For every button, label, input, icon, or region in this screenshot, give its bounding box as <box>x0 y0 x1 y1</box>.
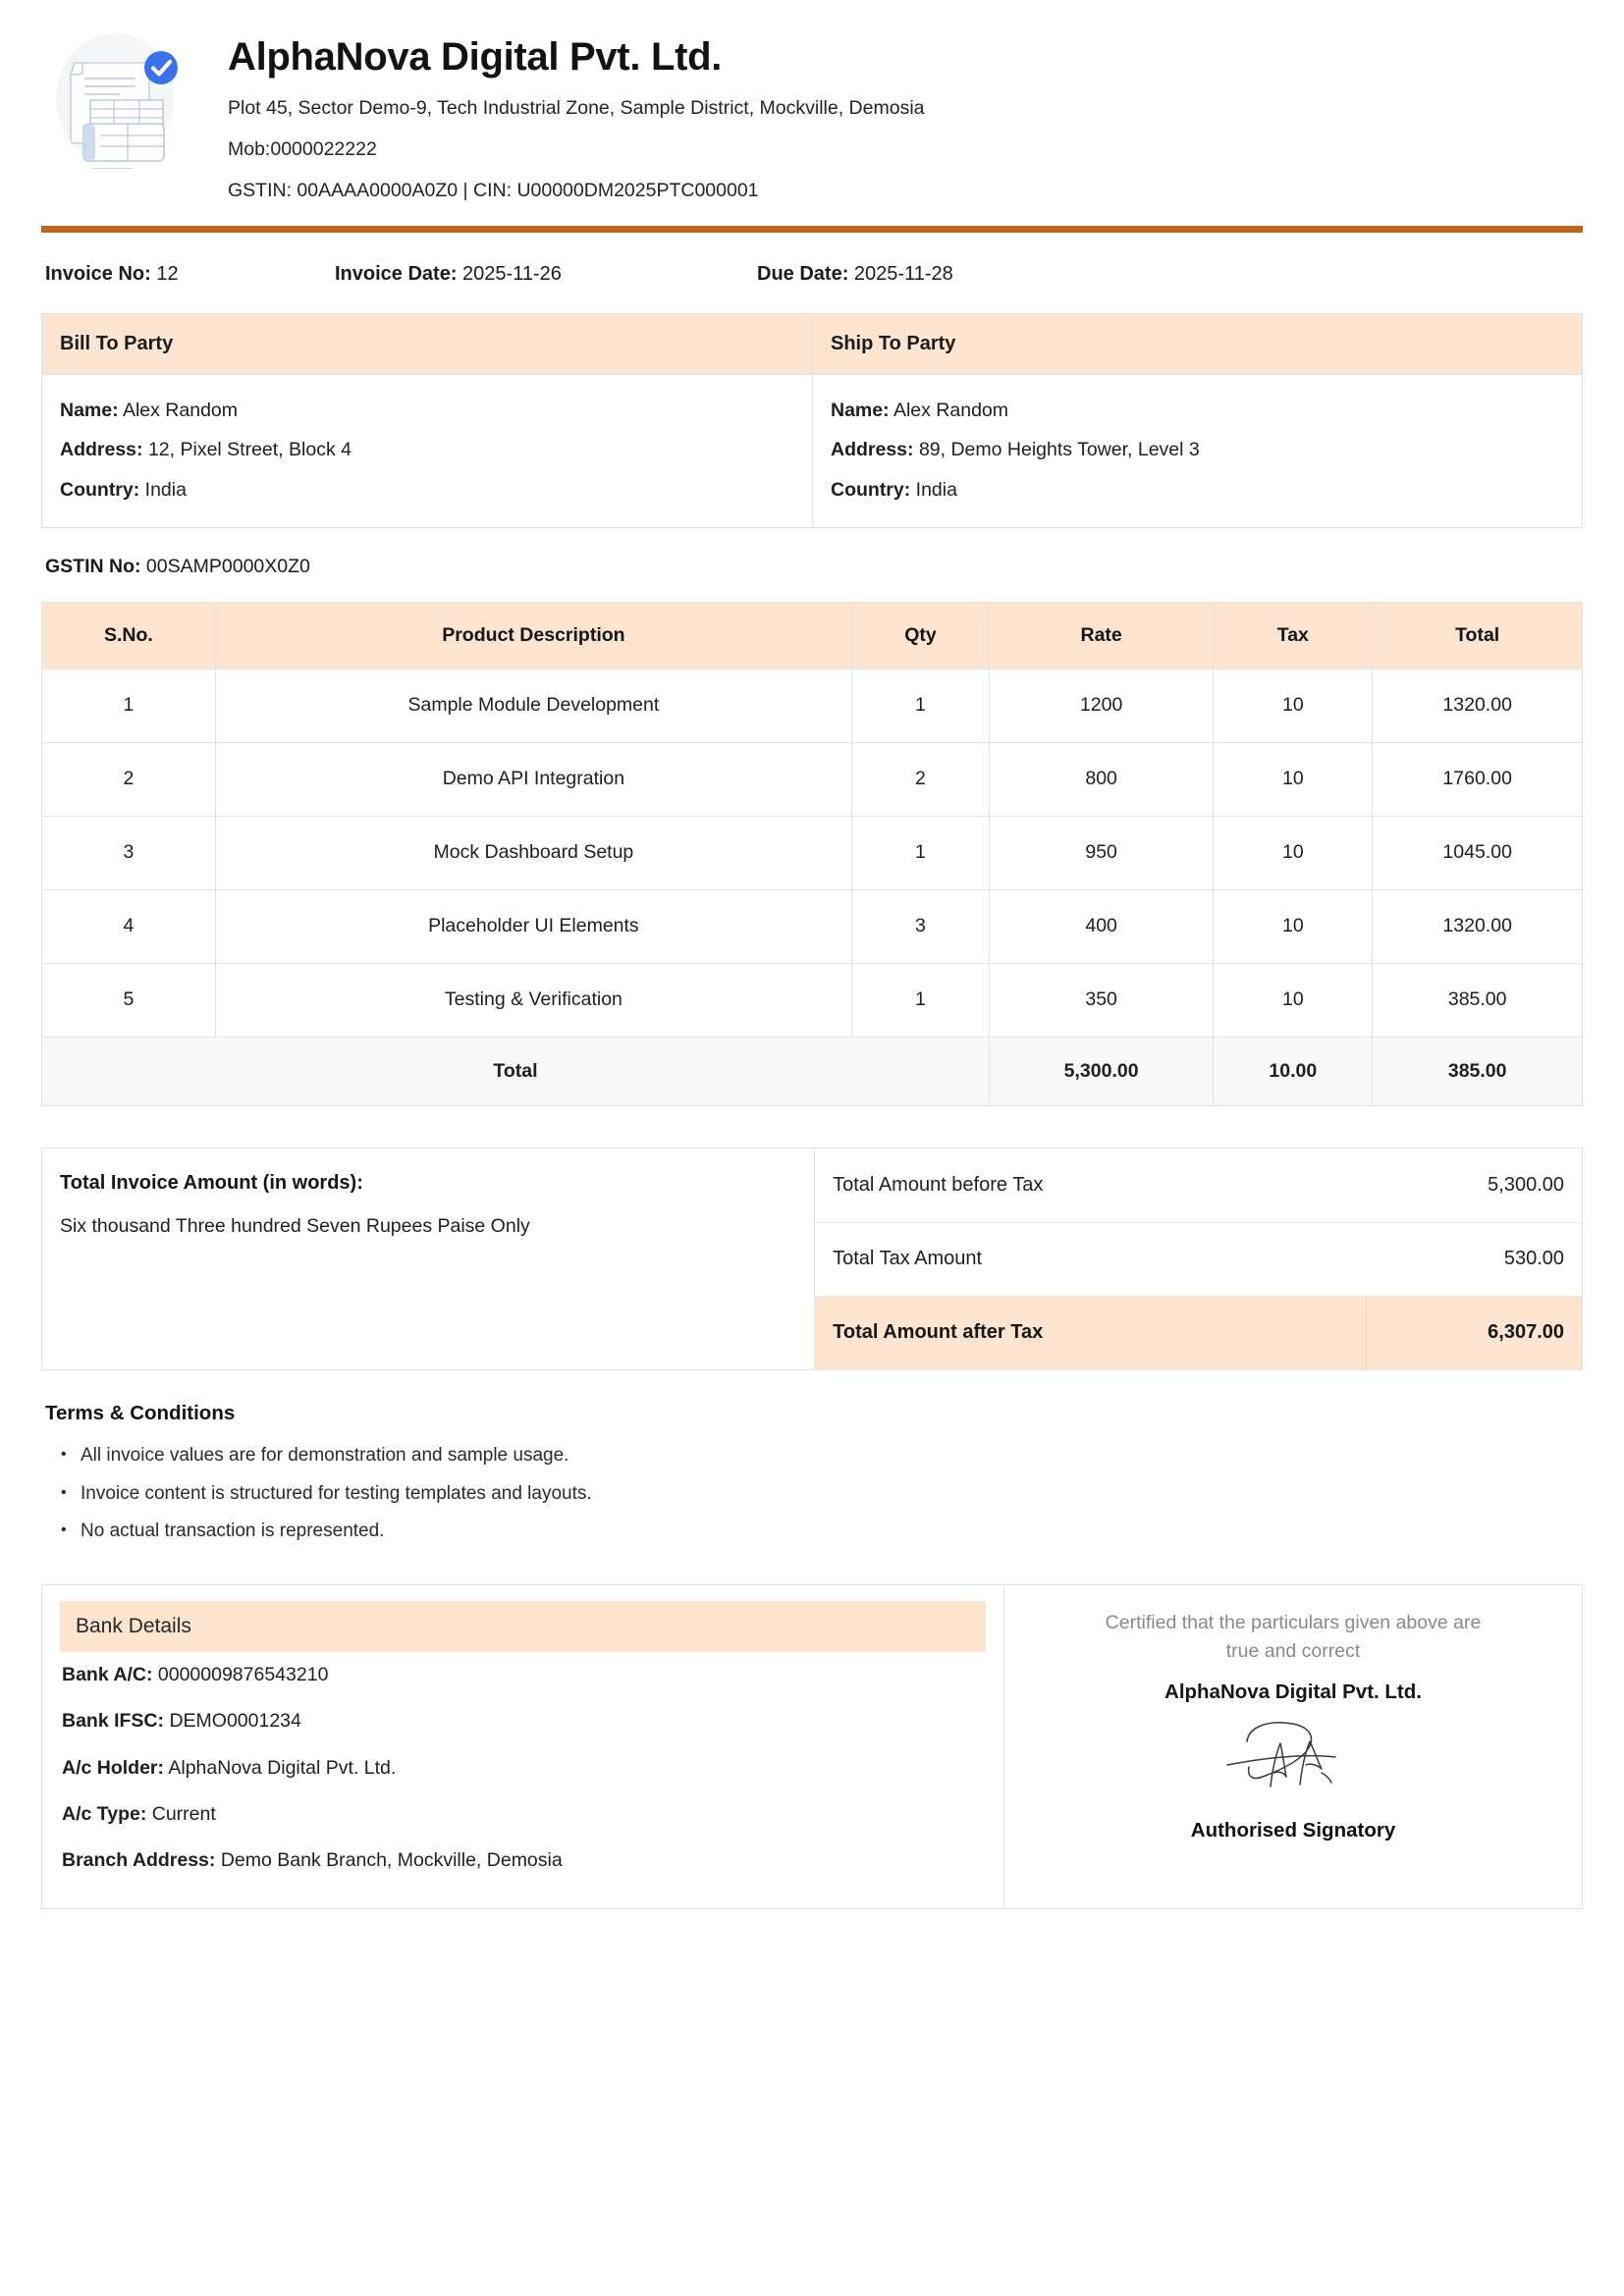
table-row <box>42 668 1583 742</box>
col-header-rate: Rate <box>989 602 1213 668</box>
cell-qty: 1 <box>852 816 990 889</box>
line-items-table <box>41 602 1583 1106</box>
ship-to-country-value: India <box>915 478 957 501</box>
table-row <box>42 742 1583 816</box>
bill-to-address-label: Address: <box>60 439 143 461</box>
company-name: AlphaNova Digital Pvt. Ltd. <box>228 35 723 79</box>
table-total-row <box>42 1037 1583 1105</box>
bank-account-holder-value: AlphaNova Digital Pvt. Ltd. <box>168 1756 397 1779</box>
cell-total: 1320.00 <box>1373 668 1583 742</box>
amount-in-words-box <box>42 1148 815 1369</box>
invoice-document-verified-icon <box>41 22 198 169</box>
col-header-qty: Qty <box>852 602 990 668</box>
gstin-no <box>41 528 1583 602</box>
total-tax-amount-row <box>815 1222 1582 1296</box>
amount-in-words-title: Total Invoice Amount (in words): <box>60 1171 363 1194</box>
total-tax-amount-label: Total Tax Amount <box>833 1248 983 1270</box>
list-item: • No actual transaction is represented. <box>81 1513 1583 1551</box>
table-row <box>42 889 1583 963</box>
cell-desc: Placeholder UI Elements <box>215 889 851 963</box>
signature-section <box>1004 1585 1582 1908</box>
cell-total: 1320.00 <box>1373 889 1583 963</box>
cell-sno: 1 <box>42 668 216 742</box>
bank-branch-address <box>60 1838 986 1884</box>
list-item: • All invoice values are for demonstration and sample usage. <box>81 1437 1583 1475</box>
table-row <box>42 963 1583 1037</box>
total-tax-amount-value: 530.00 <box>1503 1248 1564 1270</box>
ship-to-name <box>831 391 1582 430</box>
cell-tax: 10 <box>1214 668 1373 742</box>
cell-rate: 1200 <box>989 668 1213 742</box>
summary-section <box>41 1148 1583 1370</box>
amount-before-tax-value: 5,300.00 <box>1488 1173 1564 1196</box>
gstin-label: GSTIN No: <box>45 555 141 577</box>
amount-before-tax-label: Total Amount before Tax <box>833 1173 1044 1196</box>
bill-to-name-value: Alex Random <box>122 399 239 421</box>
cell-total: 385.00 <box>1373 963 1583 1037</box>
invoice-number-label: Invoice No: <box>45 262 151 285</box>
gstin-value: 00SAMP0000X0Z0 <box>145 555 310 577</box>
bank-ifsc <box>60 1698 986 1744</box>
col-header-tax: Tax <box>1214 602 1373 668</box>
cell-rate: 950 <box>989 816 1213 889</box>
invoice-date-value: 2025-11-26 <box>462 262 562 285</box>
bank-ifsc-value: DEMO0001234 <box>169 1710 301 1733</box>
bill-to-body <box>42 375 812 527</box>
terms-list <box>45 1437 1583 1551</box>
ship-to-country <box>831 470 1582 509</box>
company-registration: GSTIN: 00AAAA0000A0Z0 | CIN: U00000DM2025PTC000001 <box>228 180 759 202</box>
table-header-row <box>42 602 1583 668</box>
ship-to-country-label: Country: <box>831 478 911 501</box>
bill-to-country-value: India <box>144 478 187 501</box>
amount-before-tax-row <box>815 1148 1582 1222</box>
cell-tax: 10 <box>1214 963 1373 1037</box>
bank-account <box>60 1652 986 1698</box>
authorised-signatory-label: Authorised Signatory <box>1190 1818 1396 1842</box>
amount-after-tax-value: 6,307.00 <box>1366 1297 1582 1369</box>
invoice-meta-row <box>41 233 1583 313</box>
due-date <box>757 262 953 286</box>
total-row-label: Total <box>42 1037 990 1105</box>
cell-desc: Mock Dashboard Setup <box>215 816 851 889</box>
bank-account-type-value: Current <box>151 1803 216 1826</box>
cell-rate: 800 <box>989 742 1213 816</box>
cell-rate: 350 <box>989 963 1213 1037</box>
total-row-rate: 5,300.00 <box>989 1037 1213 1105</box>
bank-account-value: 0000009876543210 <box>157 1664 329 1686</box>
ship-to-address <box>831 430 1582 469</box>
cell-desc: Testing & Verification <box>215 963 851 1037</box>
invoice-footer <box>41 1584 1583 1909</box>
invoice-date-label: Invoice Date: <box>335 262 458 285</box>
cell-desc: Demo API Integration <box>215 742 851 816</box>
bill-to-name-label: Name: <box>60 399 119 421</box>
ship-to-party <box>812 314 1582 527</box>
bill-to-address <box>60 430 812 469</box>
cell-tax: 10 <box>1214 816 1373 889</box>
table-row <box>42 816 1583 889</box>
cell-qty: 3 <box>852 889 990 963</box>
invoice-number <box>45 262 335 286</box>
cell-qty: 1 <box>852 668 990 742</box>
cell-tax: 10 <box>1214 889 1373 963</box>
bill-to-party <box>42 314 812 527</box>
cell-sno: 3 <box>42 816 216 889</box>
col-header-total: Total <box>1373 602 1583 668</box>
company-address: Plot 45, Sector Demo-9, Tech Industrial Zone, Sample District, Mockville, Demosia <box>228 96 925 119</box>
invoice-number-value: 12 <box>156 262 179 285</box>
terms-title: Terms & Conditions <box>45 1401 236 1424</box>
handwritten-signature-icon <box>1219 1712 1367 1801</box>
bank-account-type-label: A/c Type: <box>62 1803 147 1826</box>
cell-sno: 2 <box>42 742 216 816</box>
due-date-label: Due Date: <box>757 262 849 285</box>
ship-to-name-label: Name: <box>831 399 890 421</box>
ship-to-address-label: Address: <box>831 439 914 461</box>
col-header-sno: S.No. <box>42 602 216 668</box>
bank-details-heading: Bank Details <box>60 1601 986 1652</box>
bill-to-address-value: 12, Pixel Street, Block 4 <box>147 439 352 461</box>
header-accent-bar <box>41 226 1583 233</box>
list-item: • Invoice content is structured for testing templates and layouts. <box>81 1475 1583 1514</box>
invoice-header <box>41 0 1583 226</box>
cell-desc: Sample Module Development <box>215 668 851 742</box>
bank-account-holder <box>60 1745 986 1791</box>
bill-to-name <box>60 391 812 430</box>
amount-totals-box <box>815 1148 1582 1369</box>
cell-sno: 5 <box>42 963 216 1037</box>
due-date-value: 2025-11-28 <box>853 262 953 285</box>
ship-to-heading: Ship To Party <box>813 314 1582 375</box>
company-mobile: Mob:0000022222 <box>228 138 377 161</box>
amount-after-tax-row <box>815 1296 1582 1369</box>
invoice-date <box>335 262 757 286</box>
bank-details-section <box>42 1585 1004 1908</box>
ship-to-name-value: Alex Random <box>893 399 1009 421</box>
col-header-desc: Product Description <box>215 602 851 668</box>
cell-total: 1760.00 <box>1373 742 1583 816</box>
company-details <box>228 18 1583 204</box>
signature-company-name: AlphaNova Digital Pvt. Ltd. <box>1164 1680 1422 1703</box>
ship-to-body <box>813 375 1582 527</box>
bank-account-type <box>60 1791 986 1838</box>
parties-section <box>41 313 1583 528</box>
cell-qty: 1 <box>852 963 990 1037</box>
total-row-total: 385.00 <box>1373 1037 1583 1105</box>
cell-tax: 10 <box>1214 742 1373 816</box>
cell-rate: 400 <box>989 889 1213 963</box>
bank-branch-address-value: Demo Bank Branch, Mockville, Demosia <box>220 1849 563 1872</box>
cell-total: 1045.00 <box>1373 816 1583 889</box>
bill-to-heading: Bill To Party <box>42 314 812 375</box>
amount-in-words-value: Six thousand Three hundred Seven Rupees Paise Only <box>60 1214 530 1237</box>
cell-sno: 4 <box>42 889 216 963</box>
bank-branch-address-label: Branch Address: <box>62 1849 216 1872</box>
cell-qty: 2 <box>852 742 990 816</box>
bill-to-country-label: Country: <box>60 478 140 501</box>
bank-ifsc-label: Bank IFSC: <box>62 1710 165 1733</box>
certification-text: Certified that the particulars given above are true and correct <box>1105 1612 1482 1663</box>
bank-account-holder-label: A/c Holder: <box>62 1756 165 1779</box>
terms-and-conditions <box>41 1370 1583 1551</box>
bank-account-label: Bank A/C: <box>62 1664 153 1686</box>
bill-to-country <box>60 470 812 509</box>
amount-after-tax-label: Total Amount after Tax <box>833 1321 1044 1344</box>
total-row-tax: 10.00 <box>1214 1037 1373 1105</box>
company-logo <box>41 18 228 169</box>
ship-to-address-value: 89, Demo Heights Tower, Level 3 <box>918 439 1200 461</box>
